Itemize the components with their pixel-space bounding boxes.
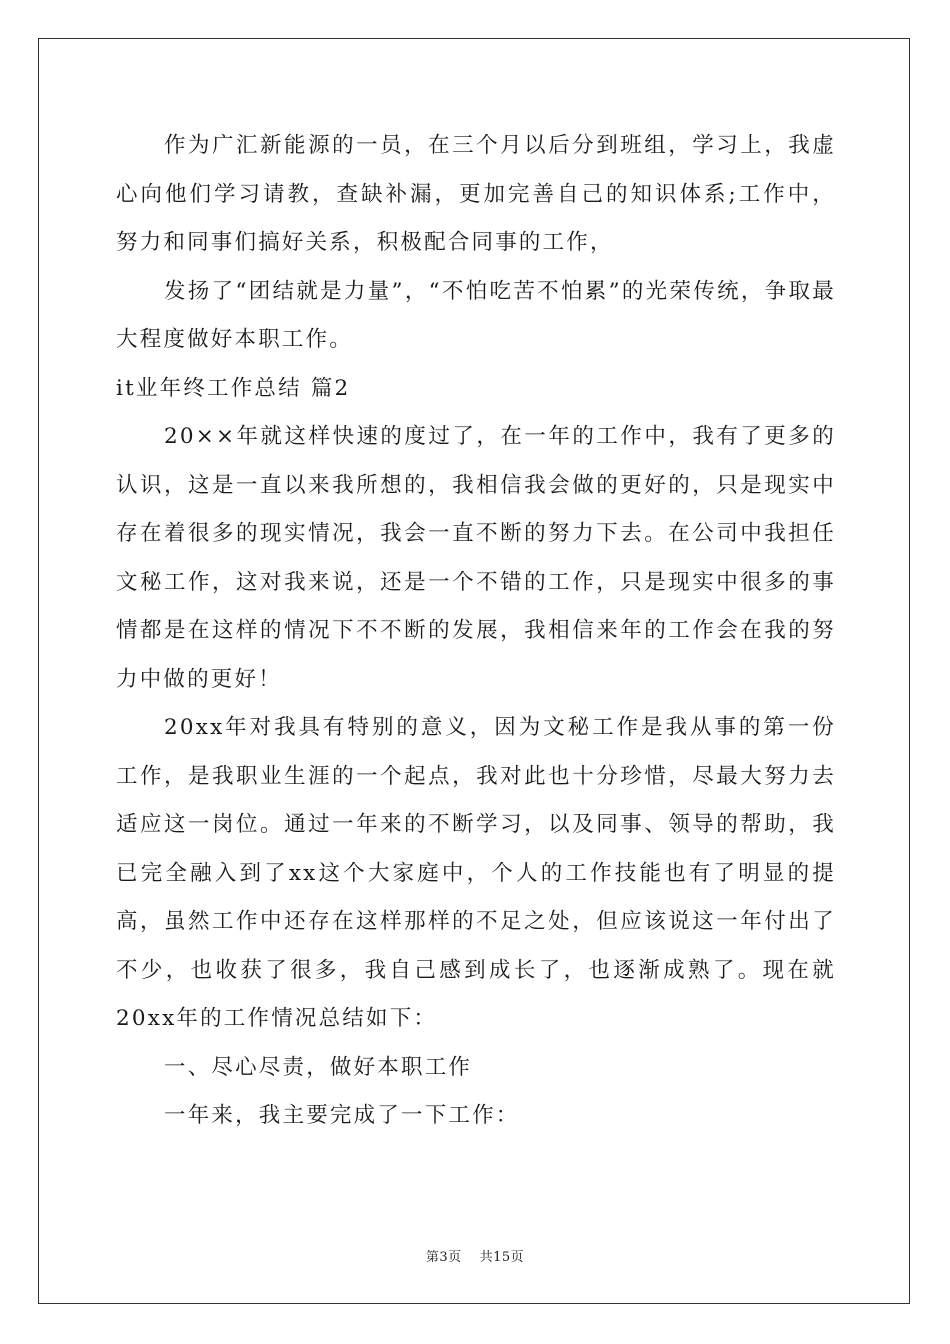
document-body xyxy=(116,122,836,1141)
paragraph: 20xx年对我具有特别的意义，因为文秘工作是我从事的第一份工作，是我职业生涯的一个起点，我对此也十分珍惜，尽最大努力去适应这一岗位。通过一年来的不断学习，以及同事、领导的帮助，我已完全融入到了xx这个大家庭中，个人的工作技能也有了明显的提高，虽然工作中还存在这样那样的不足之处，但应该说这一年付出了不少，也收获了很多，我自己感到成长了，也逐渐成熟了。现在就20xx年的工作情况总结如下： xyxy=(116,715,836,1031)
paragraph: 发扬了“团结就是力量”，“不怕吃苦不怕累”的光荣传统，争取最大程度做好本职工作。 xyxy=(116,278,836,352)
page-total: 共15页 xyxy=(479,1250,525,1265)
paragraph: 20××年就这样快速的度过了，在一年的工作中，我有了更多的认识，这是一直以来我所想的，我相信我会做的更好的，只是现实中存在着很多的现实情况，我会一直不断的努力下去。在公司中我担任文秘工作，这对我来说，还是一个不错的工作，只是现实中很多的事情都是在这样的情况下不不断的发展，我相信来年的工作会在我的努力中做的更好！ xyxy=(116,424,836,692)
page-number: 第3页 xyxy=(425,1250,462,1265)
paragraph: 一年来，我主要完成了一下工作： xyxy=(164,1103,520,1128)
section-heading: it业年终工作总结 篇2 xyxy=(116,375,351,401)
subheading: 一、尽心尽责，做好本职工作 xyxy=(164,1054,473,1080)
page-footer xyxy=(0,1246,950,1265)
paragraph: 作为广汇新能源的一员，在三个月以后分到班组，学习上，我虚心向他们学习请教，查缺补漏，更加完善自己的知识体系;工作中，努力和同事们搞好关系，积极配合同事的工作， xyxy=(116,133,836,255)
